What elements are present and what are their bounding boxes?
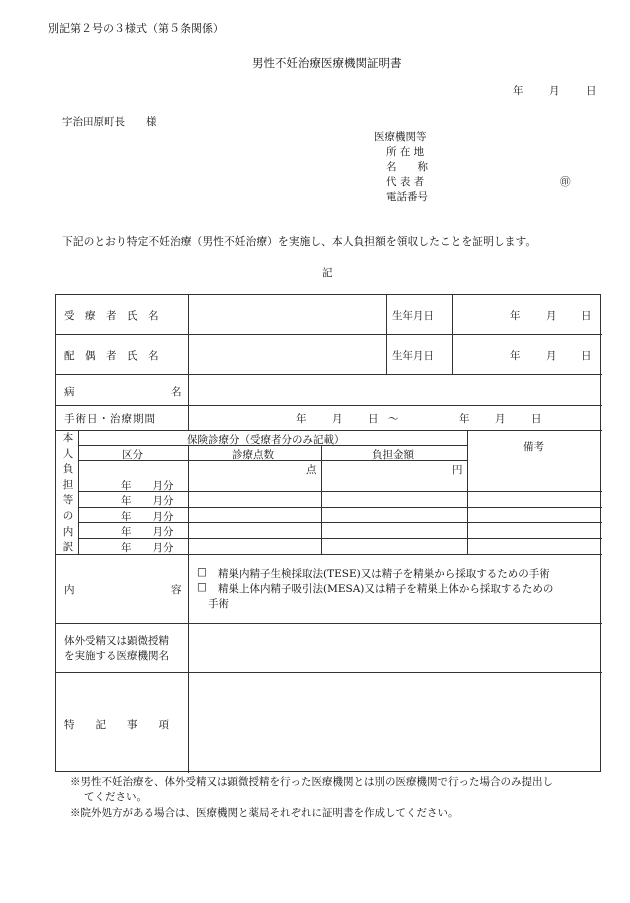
vertical-char: 担 xyxy=(62,478,74,491)
vertical-char: 等 xyxy=(62,494,74,507)
institution-address-label: 所 在 地 xyxy=(386,146,425,158)
month-row-label: 年 月分 xyxy=(121,511,174,523)
note-1: ※男性不妊治療を、体外受精又は顕微授精を行った医療機関とは別の医療機関で行った場合のみ提出し xyxy=(70,776,553,788)
institution-phone-label: 電話番号 xyxy=(386,191,428,203)
certificate-table xyxy=(55,294,601,772)
vertical-char: 負 xyxy=(62,463,74,476)
row-divider xyxy=(56,374,602,375)
month-row-label: 年 月分 xyxy=(121,495,174,507)
vertical-char: 本 xyxy=(62,432,74,444)
date-month: 月 xyxy=(549,85,560,97)
row-divider xyxy=(56,672,602,673)
seal-mark: ㊞ xyxy=(560,176,571,188)
col-divider xyxy=(188,554,189,773)
vertical-char: 内 xyxy=(62,525,74,538)
ivf-institution-label-2: を実施する医療機関名 xyxy=(64,650,169,662)
period-end-year: 年 xyxy=(459,413,470,425)
row-divider xyxy=(56,405,602,406)
special-notes-label: 特 記 事 項 xyxy=(64,719,169,731)
spouse-birthdate-label: 生年月日 xyxy=(392,350,434,362)
patient-birth-year: 年 xyxy=(510,310,521,322)
period-start-year: 年 xyxy=(296,413,307,425)
institution-representative-label: 代 表 者 xyxy=(386,176,425,188)
insurance-header: 保険診療分（受療者分のみ記載） xyxy=(187,434,345,446)
period-start-month: 月 xyxy=(332,413,343,425)
month-row-label: 年 月分 xyxy=(121,480,174,492)
col-divider xyxy=(452,295,453,374)
col-divider xyxy=(467,430,468,554)
amount-header: 負担金額 xyxy=(372,449,414,461)
date-year: 年 xyxy=(513,85,524,97)
period-start-day: 日 xyxy=(368,413,379,425)
month-row-label: 年 月分 xyxy=(121,526,174,538)
checkbox-tese[interactable]: □ xyxy=(197,566,207,578)
patient-birth-day: 日 xyxy=(581,310,592,322)
disease-label-left: 病 xyxy=(64,386,75,398)
ki-label: 記 xyxy=(322,267,333,279)
vertical-char: の xyxy=(62,509,74,522)
treatment-period-label: 手術日・治療期間 xyxy=(64,413,156,425)
form-number: 別記第２号の３様式（第５条関係） xyxy=(48,22,224,35)
vertical-char: 訳 xyxy=(62,541,74,554)
institution-label: 医療機関等 xyxy=(374,131,427,143)
points-unit: 点 xyxy=(306,464,317,476)
spouse-birth-year: 年 xyxy=(510,350,521,362)
option-mesa-label-cont: 手術 xyxy=(208,598,229,610)
checkbox-mesa[interactable]: □ xyxy=(197,581,207,593)
ivf-institution-label-1: 体外受精又は顕微授精 xyxy=(64,635,169,647)
note-2: ※院外処方がある場合は、医療機関と薬局それぞれに証明書を作成してください。 xyxy=(70,807,459,819)
content-label-right: 容 xyxy=(171,584,182,596)
institution-name-label: 名 称 xyxy=(386,161,428,173)
page-title: 男性不妊治療医療機関証明書 xyxy=(252,56,402,70)
note-1-cont: てください。 xyxy=(84,791,147,803)
period-end-day: 日 xyxy=(531,413,542,425)
period-tilde: ～ xyxy=(388,413,399,425)
vertical-char: 人 xyxy=(62,447,74,460)
spouse-birth-day: 日 xyxy=(581,350,592,362)
col-divider xyxy=(321,445,322,554)
patient-name-label: 受 療 者 氏 名 xyxy=(64,310,159,322)
option-mesa-label: 精巣上体内精子吸引法(MESA)又は精子を精巣上体から採取するための xyxy=(218,583,554,595)
row-divider xyxy=(56,623,602,624)
date-day: 日 xyxy=(586,85,597,97)
category-header: 区分 xyxy=(122,449,143,461)
patient-birth-month: 月 xyxy=(546,310,557,322)
row-divider xyxy=(56,430,602,431)
disease-label-right: 名 xyxy=(171,386,182,398)
month-row-label: 年 月分 xyxy=(121,542,174,554)
spouse-name-label: 配 偶 者 氏 名 xyxy=(64,350,159,362)
points-header: 診療点数 xyxy=(232,449,274,461)
statement: 下記のとおり特定不妊治療（男性不妊治療）を実施し、本人負担額を領収したことを証明します。 xyxy=(62,235,537,248)
breakdown-vertical-label xyxy=(61,431,75,556)
row-divider xyxy=(56,334,602,335)
col-divider xyxy=(188,445,189,554)
col-divider xyxy=(188,295,189,430)
content-label-left: 内 xyxy=(64,584,75,596)
option-tese-label: 精巣内精子生検採取法(TESE)又は精子を精巣から採取するための手術 xyxy=(218,568,550,580)
spouse-birth-month: 月 xyxy=(546,350,557,362)
col-divider xyxy=(78,430,79,554)
col-divider xyxy=(386,295,387,374)
yen-unit: 円 xyxy=(452,464,463,476)
period-end-month: 月 xyxy=(495,413,506,425)
patient-birthdate-label: 生年月日 xyxy=(392,310,434,322)
remarks-header: 備考 xyxy=(523,441,544,453)
addressee: 宇治田原町長 様 xyxy=(62,116,157,128)
